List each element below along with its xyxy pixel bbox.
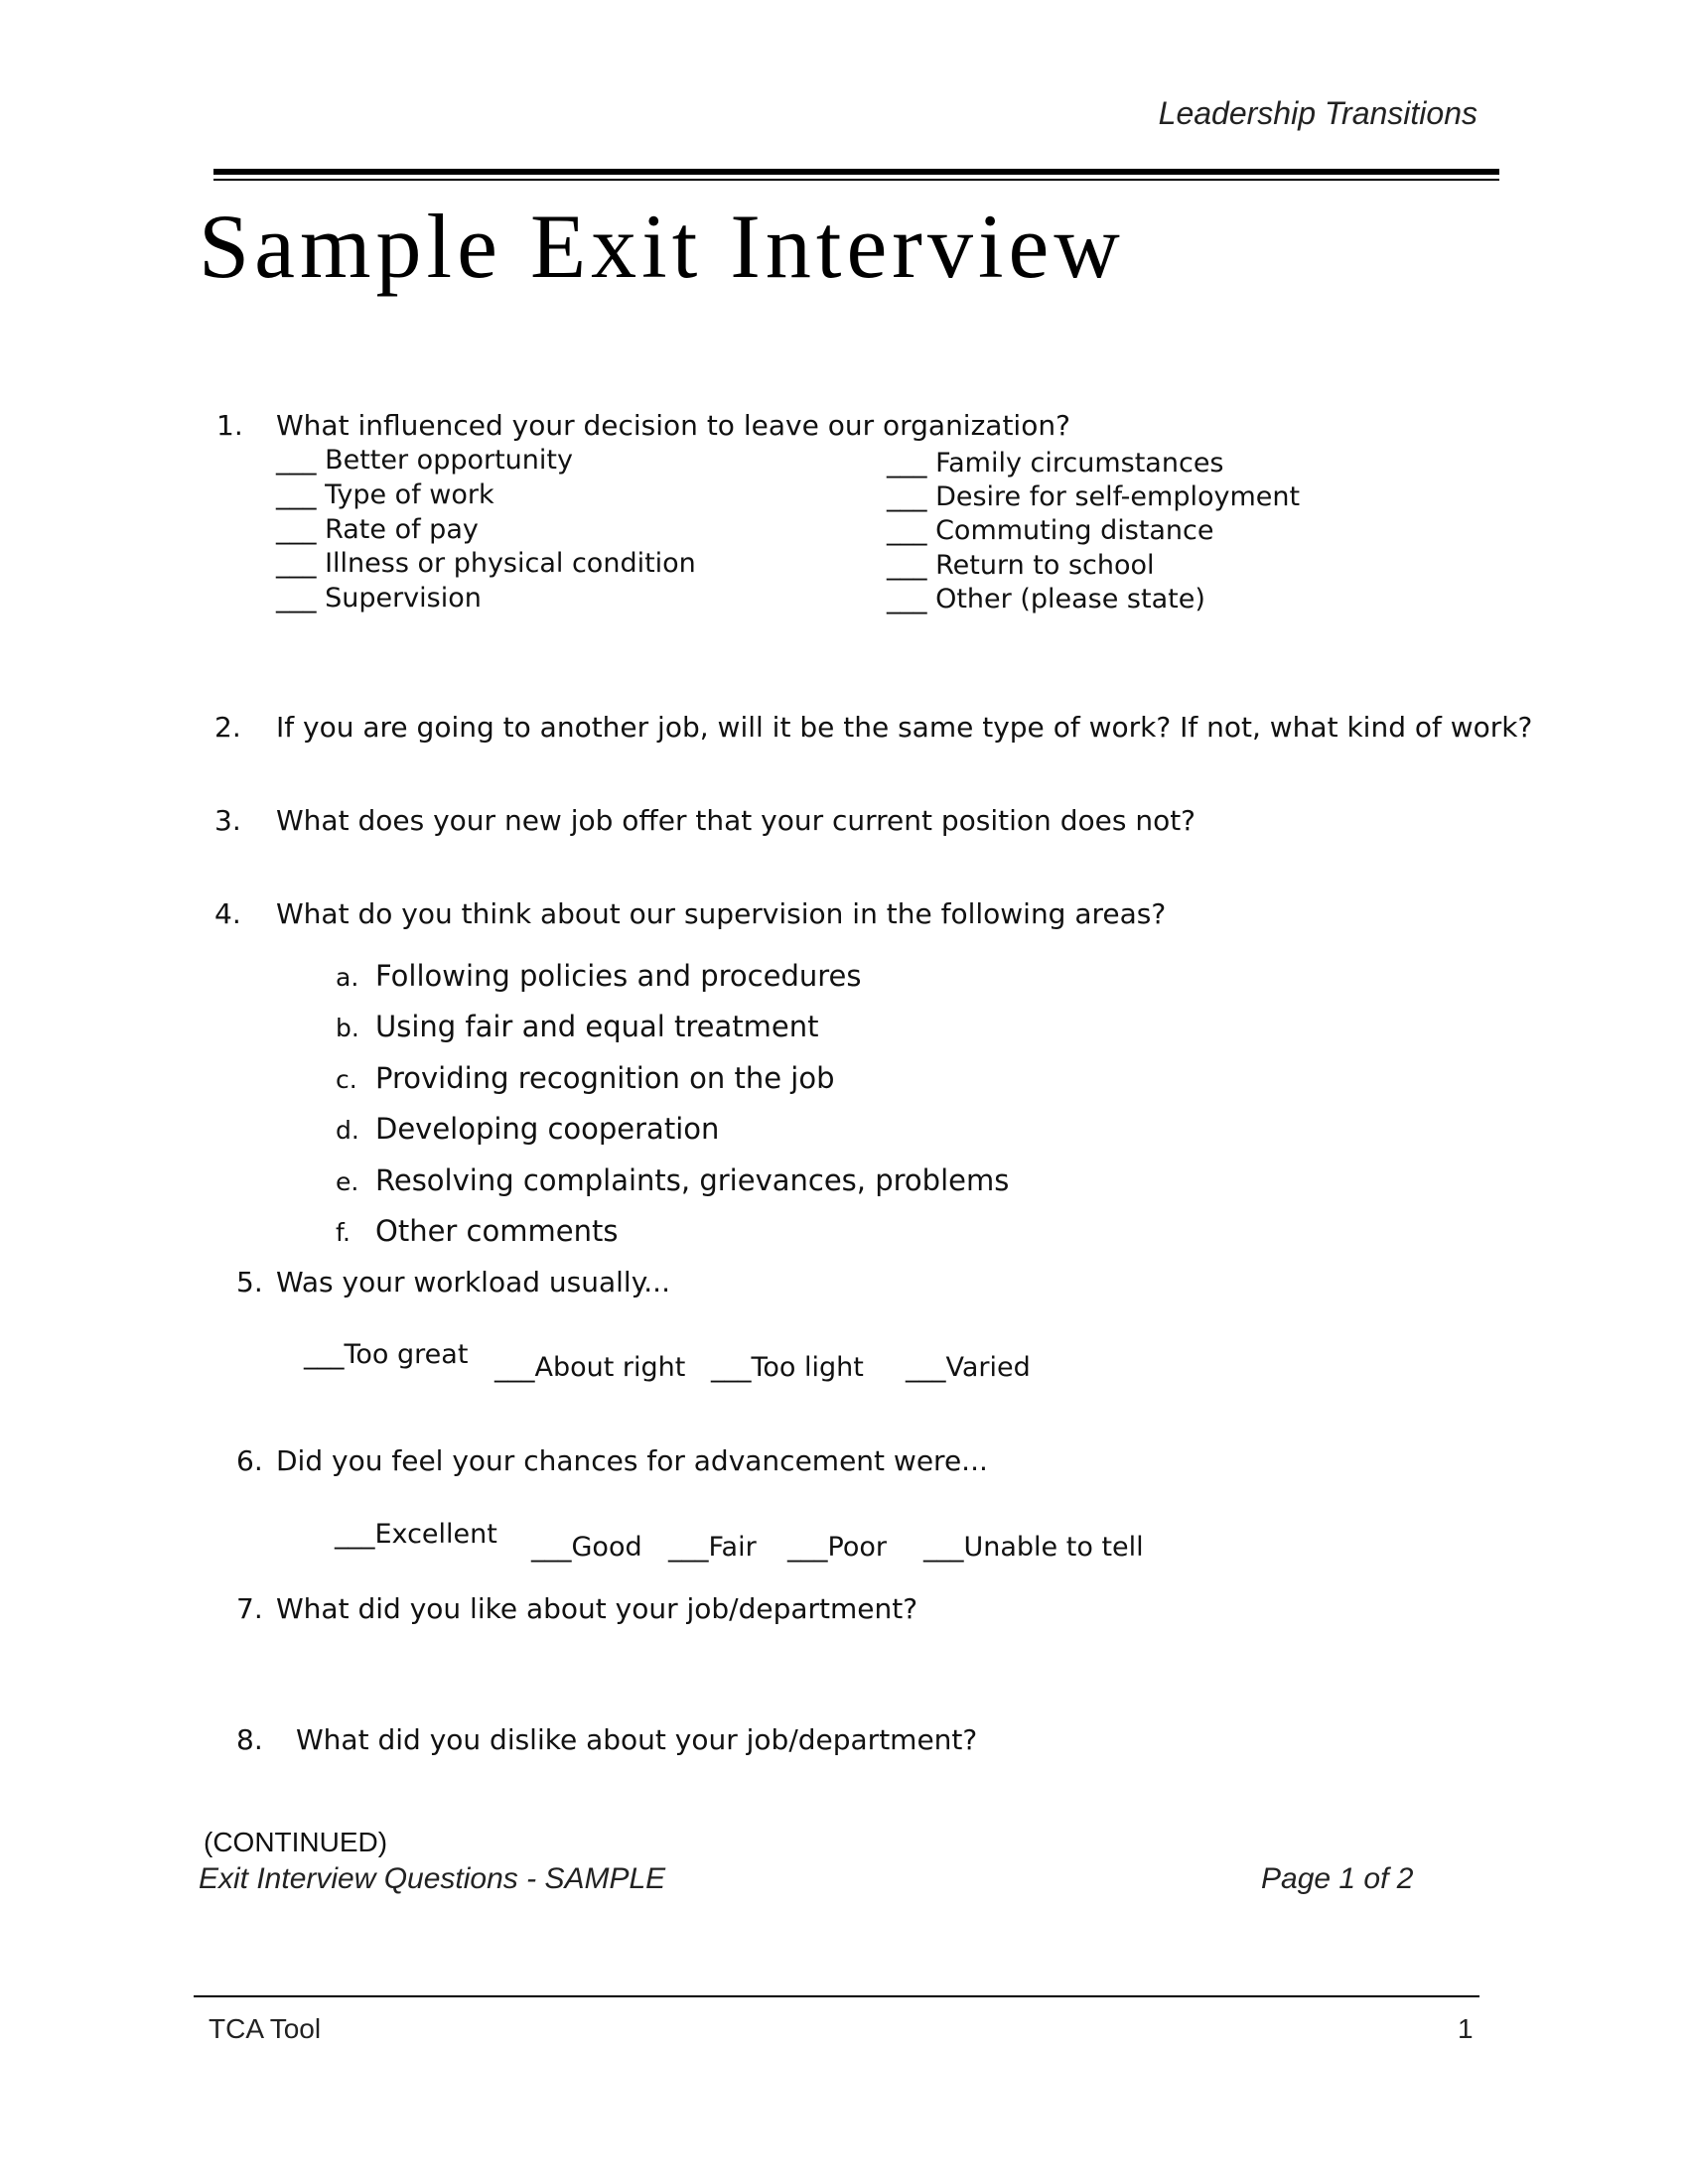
document-label: Exit Interview Questions - SAMPLE: [199, 1862, 666, 1895]
q1-text: What influenced your decision to leave our organization?: [276, 409, 1070, 442]
q4-item-text: Other comments: [375, 1214, 619, 1248]
q4-item-text: Following policies and procedures: [375, 959, 862, 993]
page-title: Sample Exit Interview: [199, 196, 1125, 297]
q5-option-about-right[interactable]: ___About right: [494, 1352, 686, 1383]
q4-item-letter: e.: [336, 1167, 359, 1196]
q4-item-text: Resolving complaints, grievances, problems: [375, 1163, 1010, 1197]
q5-number: 5.: [236, 1266, 263, 1298]
q1-option-better-opportunity[interactable]: ___ Better opportunity: [276, 445, 573, 476]
continued-label: (CONTINUED): [204, 1827, 388, 1857]
section-header: Leadership Transitions: [1158, 95, 1477, 131]
q6-text: Did you feel your chances for advancement were...: [276, 1444, 988, 1477]
q1-option-illness[interactable]: ___ Illness or physical condition: [276, 548, 696, 579]
q4-item-letter: b.: [336, 1014, 359, 1042]
q8-text: What did you dislike about your job/department?: [296, 1723, 978, 1756]
page-label: Page 1 of 2: [1261, 1862, 1414, 1895]
footer-rule: [194, 1995, 1479, 1997]
q4-item-letter: c.: [336, 1065, 357, 1094]
q4-item-text: Using fair and equal treatment: [375, 1010, 819, 1043]
q4-item-letter: f.: [336, 1218, 351, 1247]
page-number: 1: [1458, 2013, 1474, 2044]
q4-item-letter: a.: [336, 963, 359, 992]
q4-text: What do you think about our supervision in the following areas?: [276, 897, 1167, 930]
q6-option-fair[interactable]: ___Fair: [668, 1532, 757, 1563]
q1-option-supervision[interactable]: ___ Supervision: [276, 583, 482, 614]
q5-option-too-light[interactable]: ___Too light: [711, 1352, 864, 1383]
q6-option-good[interactable]: ___Good: [531, 1532, 642, 1563]
q1-option-family[interactable]: ___ Family circumstances: [887, 448, 1224, 478]
q2-text: If you are going to another job, will it be the same type of work? If not, what kind of work?: [276, 711, 1533, 744]
q6-option-unable-to-tell[interactable]: ___Unable to tell: [923, 1532, 1144, 1563]
q2-number: 2.: [214, 711, 241, 744]
q7-text: What did you like about your job/department?: [276, 1592, 918, 1625]
q1-option-type-of-work[interactable]: ___ Type of work: [276, 479, 494, 510]
q4-item-letter: d.: [336, 1116, 359, 1145]
q4-number: 4.: [214, 897, 241, 930]
tool-label: TCA Tool: [209, 2013, 322, 2044]
q6-number: 6.: [236, 1444, 263, 1477]
q4-item-text: Developing cooperation: [375, 1112, 720, 1146]
q1-option-self-employment[interactable]: ___ Desire for self-employment: [887, 481, 1301, 512]
q5-option-too-great[interactable]: ___Too great: [304, 1339, 469, 1370]
q1-option-commuting[interactable]: ___ Commuting distance: [887, 515, 1214, 546]
q1-option-rate-of-pay[interactable]: ___ Rate of pay: [276, 514, 479, 545]
q3-text: What does your new job offer that your current position does not?: [276, 804, 1196, 837]
q8-number: 8.: [236, 1723, 263, 1756]
q6-option-poor[interactable]: ___Poor: [787, 1532, 887, 1563]
q6-option-excellent[interactable]: ___Excellent: [335, 1519, 497, 1550]
q7-number: 7.: [236, 1592, 263, 1625]
q1-option-return-to-school[interactable]: ___ Return to school: [887, 550, 1155, 581]
q1-number: 1.: [216, 409, 243, 442]
q4-item-text: Providing recognition on the job: [375, 1061, 835, 1095]
q5-text: Was your workload usually...: [276, 1266, 670, 1298]
header-rule-thin: [213, 179, 1499, 181]
q5-option-varied[interactable]: ___Varied: [906, 1352, 1031, 1383]
header-rule-thick: [213, 169, 1499, 175]
q1-option-other[interactable]: ___ Other (please state): [887, 584, 1205, 614]
q3-number: 3.: [214, 804, 241, 837]
